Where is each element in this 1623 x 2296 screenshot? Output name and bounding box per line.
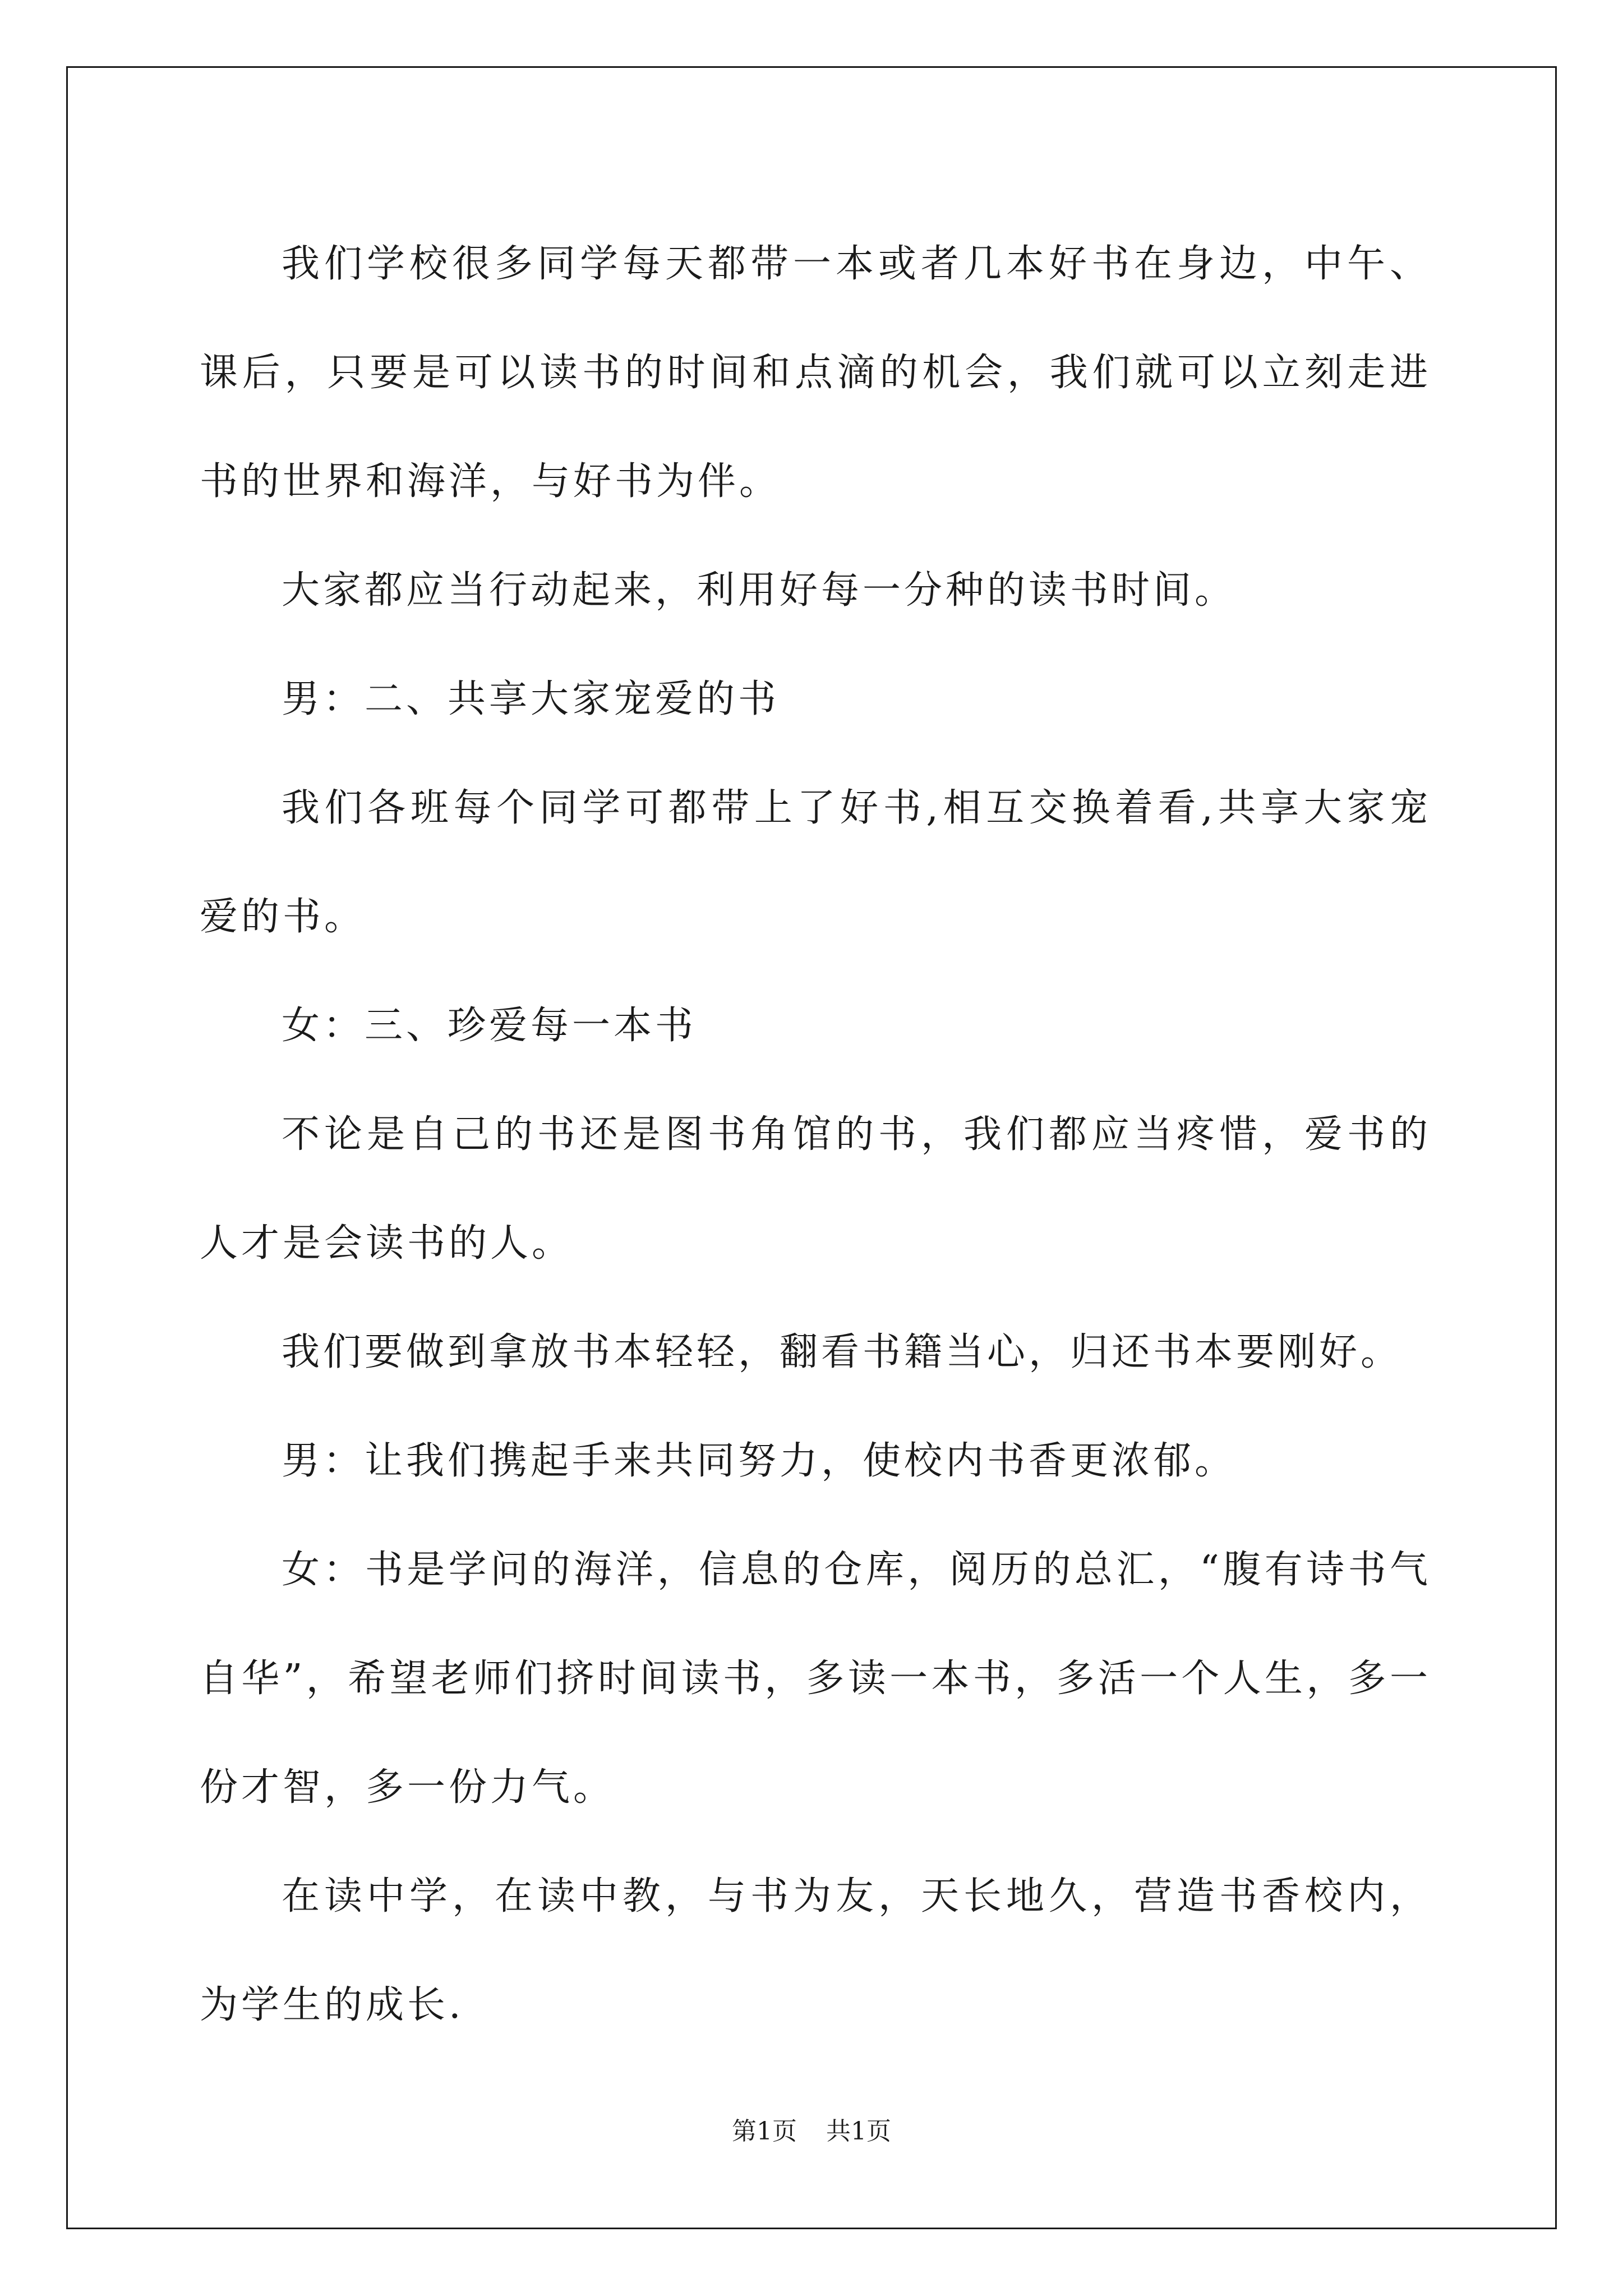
paragraph: 男：二、共享大家宠爱的书 — [282, 677, 780, 721]
paragraph: 我们学校很多同学每天都带一本或者几本好书在身边，中午、课后，只要是可以读书的时间和点滴的机会，我们就可以立刻走进书的世界和海洋，与好书为伴。 — [200, 242, 1431, 504]
paragraph: 不论是自己的书还是图书角馆的书，我们都应当疼惜，爱书的人才是会读书的人。 — [200, 1112, 1431, 1266]
page-total: 共1页 — [826, 2117, 891, 2146]
paragraph: 女：三、珍爱每一本书 — [282, 1004, 697, 1048]
page-number: 第1页 — [732, 2117, 797, 2146]
page-footer — [0, 2115, 1623, 2148]
paragraph: 男：让我们携起手来共同努力，使校内书香更浓郁。 — [282, 1439, 1237, 1483]
paragraph: 我们各班每个同学可都带上了好书,相互交换着看,共享大家宠爱的书。 — [200, 786, 1431, 939]
paragraph: 我们要做到拿放书本轻轻，翻看书籍当心，归还书本要刚好。 — [282, 1330, 1403, 1374]
paragraph: 大家都应当行动起来，利用好每一分种的读书时间。 — [282, 568, 1237, 613]
document-body — [200, 210, 1431, 2060]
paragraph: 在读中学，在读中教，与书为友，天长地久，营造书香校内，为学生的成长. — [200, 1874, 1431, 2027]
paragraph: 女：书是学问的海洋，信息的仓库，阅历的总汇，“腹有诗书气自华”，希望老师们挤时间读书，多读一本书，多活一个人生，多一份才智，多一份力气。 — [200, 1548, 1431, 1810]
